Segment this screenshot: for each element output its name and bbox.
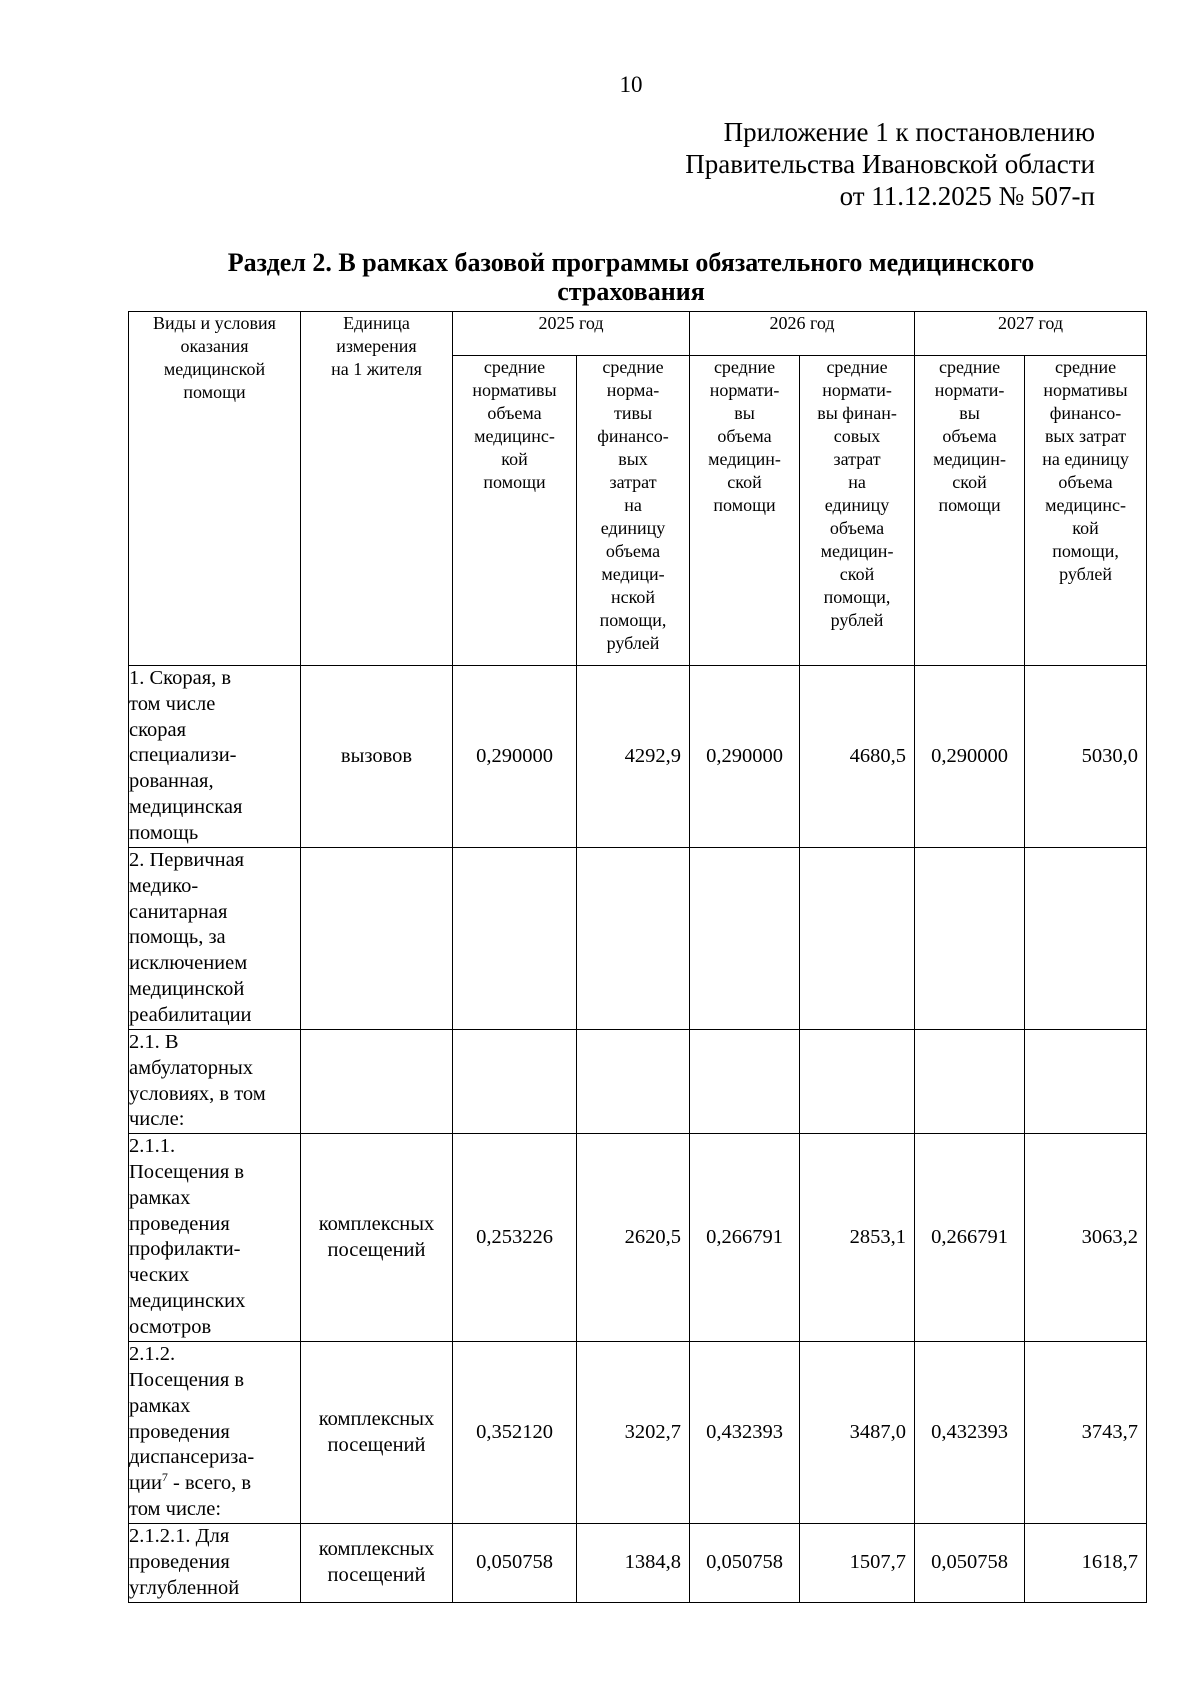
volume-2025: 0,352120 xyxy=(453,1342,577,1524)
header-line: медицинской xyxy=(163,359,266,379)
cell-text-line: Посещения в xyxy=(129,1160,245,1183)
cell-text-line: объема xyxy=(942,426,997,446)
table-row xyxy=(129,666,1147,848)
appendix-caption xyxy=(685,116,1095,212)
cell-text-line: вы xyxy=(734,403,755,423)
cost-2027: 5030,0 xyxy=(1025,666,1147,848)
cell-text-line: объема xyxy=(1058,472,1113,492)
cell-text-line: медицинс- xyxy=(1045,495,1126,515)
header-line: измерения xyxy=(336,336,417,356)
cost-2026: 4680,5 xyxy=(800,666,915,848)
cell-text-line: средние xyxy=(713,357,776,377)
volume-2027: 0,290000 xyxy=(915,666,1025,848)
row-unit xyxy=(301,1030,453,1134)
volume-2025: 0,253226 xyxy=(453,1134,577,1342)
cell-text-line xyxy=(129,1471,300,1497)
cell-text-line: вы xyxy=(959,403,980,423)
appendix-line: Приложение 1 к постановлению xyxy=(723,117,1095,147)
row-unit xyxy=(301,1524,453,1602)
cell-text-line: финансо- xyxy=(1049,403,1122,423)
cell-text-line: средние xyxy=(1054,357,1117,377)
cell-text-line: санитарная xyxy=(129,900,228,923)
subheader-cost-2026 xyxy=(800,356,915,666)
cost-2026: 2853,1 xyxy=(800,1134,915,1342)
volume-2027: 0,432393 xyxy=(915,1342,1025,1524)
cell-text-line: объема xyxy=(717,426,772,446)
cost-2026 xyxy=(800,1030,915,1134)
cell-text-line: рамках xyxy=(129,1186,191,1209)
cost-2026 xyxy=(800,848,915,1030)
row-label xyxy=(129,1524,301,1602)
cell-text-line: на единицу xyxy=(1042,449,1129,469)
cell-text-line: помощи xyxy=(713,495,776,515)
subheader-volume-2027 xyxy=(915,356,1025,666)
table-row xyxy=(129,848,1147,1030)
cost-2027: 1618,7 xyxy=(1025,1524,1147,1602)
cell-text-line: вы финан- xyxy=(817,403,897,423)
header-type xyxy=(129,312,301,666)
cost-2025: 1384,8 xyxy=(577,1524,690,1602)
cell-text-line: числе: xyxy=(129,1108,185,1131)
cell-text-line: 2.1.1. xyxy=(129,1135,176,1158)
cell-text-line: том числе: xyxy=(129,1497,222,1520)
row-label xyxy=(129,1030,301,1134)
subheader-volume-2025 xyxy=(453,356,577,666)
cell-text-line: посещений xyxy=(327,1563,426,1586)
cell-text-line: объема xyxy=(605,541,661,561)
table-row xyxy=(129,1030,1147,1134)
cell-text-line: рованная, xyxy=(129,770,214,793)
footnote-marker: 7 xyxy=(161,1470,168,1485)
volume-2026: 0,050758 xyxy=(690,1524,800,1602)
volume-2025: 0,050758 xyxy=(453,1524,577,1602)
cell-text-line: специализи- xyxy=(129,744,237,767)
subheader-cost-2025 xyxy=(577,356,690,666)
cost-2025 xyxy=(577,1030,690,1134)
cell-text-line: медицин- xyxy=(708,449,781,469)
cost-2026: 3487,0 xyxy=(800,1342,915,1524)
cell-text-line: посещений xyxy=(327,1238,426,1261)
cell-text-line: финансо- xyxy=(597,426,669,446)
cell-text-line: 1. Скорая, в xyxy=(129,667,232,689)
header-row-years xyxy=(129,312,1147,356)
cost-2026: 1507,7 xyxy=(800,1524,915,1602)
cell-text-line: нормати- xyxy=(822,380,892,400)
cell-text-line: проведения xyxy=(129,1420,230,1443)
cell-text-line: нормати- xyxy=(709,380,780,400)
cell-text-line: затрат xyxy=(833,449,881,469)
header-line: на 1 жителя xyxy=(331,359,422,379)
volume-2026: 0,290000 xyxy=(690,666,800,848)
row-label xyxy=(129,666,301,848)
appendix-line: Правительства Ивановской области xyxy=(685,149,1095,179)
cell-text-line: рублей xyxy=(830,610,884,630)
cell-text-line: единицу xyxy=(824,495,890,515)
cell-text-line: условиях, в том xyxy=(129,1082,266,1105)
cell-text-line: ской xyxy=(727,472,762,492)
volume-2027: 0,266791 xyxy=(915,1134,1025,1342)
section-title-line: Раздел 2. В рамках базовой программы обязательного медицинского xyxy=(227,248,1035,277)
cell-text-line: медицин- xyxy=(820,541,894,561)
cost-2027: 3063,2 xyxy=(1025,1134,1147,1342)
cell-text-line: 2.1.2.1. Для xyxy=(129,1525,230,1548)
row-unit xyxy=(301,666,453,848)
cell-text-line: реабилитации xyxy=(129,1003,252,1026)
page-number: 10 xyxy=(619,72,643,97)
volume-2025 xyxy=(453,848,577,1030)
cell-text-line: рублей xyxy=(1059,564,1112,584)
cell-text-line: профилакти- xyxy=(129,1238,241,1261)
cell-text-line: Посещения в xyxy=(129,1368,245,1391)
cell-text-line: ской xyxy=(952,472,987,492)
cell-text-line: рублей xyxy=(606,633,660,653)
row-label xyxy=(129,1134,301,1342)
header-line: помощи xyxy=(183,382,246,402)
cell-text-line: тивы xyxy=(613,403,653,423)
cell-text-line: помощи xyxy=(938,495,1001,515)
cell-text-line: 2. Первичная xyxy=(129,849,245,871)
section-title xyxy=(130,248,1132,306)
cell-text-line: 2.1. В xyxy=(129,1031,179,1053)
table-row xyxy=(129,1524,1147,1602)
cost-2027: 3743,7 xyxy=(1025,1342,1147,1524)
cell-text-line: на xyxy=(624,495,642,515)
subheader-volume-2026 xyxy=(690,356,800,666)
cell-text-line: единицу xyxy=(600,518,666,538)
volume-2026 xyxy=(690,1030,800,1134)
header-unit xyxy=(301,312,453,666)
table-row xyxy=(129,1134,1147,1342)
volume-2025 xyxy=(453,1030,577,1134)
row-unit xyxy=(301,1134,453,1342)
cell-text-line: посещений xyxy=(327,1433,426,1456)
cell-text-line: средние xyxy=(483,357,546,377)
cell-text-line: медицинская xyxy=(129,795,243,818)
norms-table xyxy=(128,311,1147,1603)
cell-text-line: кой xyxy=(1072,518,1099,538)
cell-text-line: проведения xyxy=(129,1550,230,1573)
cost-2025: 2620,5 xyxy=(577,1134,690,1342)
cell-text-line: затрат xyxy=(609,472,657,492)
row-unit xyxy=(301,1342,453,1524)
cell-text-line: ской xyxy=(839,564,875,584)
cell-text-line: помощь, за xyxy=(129,926,226,949)
table-row xyxy=(129,1342,1147,1524)
cell-text-line: помощь xyxy=(129,821,199,844)
cell-text-line: комплексных xyxy=(318,1538,435,1561)
cost-2027 xyxy=(1025,1030,1147,1134)
cell-text-line: совых xyxy=(833,426,881,446)
header-year-2027: 2027 год xyxy=(915,312,1147,356)
cell-text-line: объема xyxy=(829,518,885,538)
cell-text-line: средние xyxy=(602,357,664,377)
cell-text-line: кой xyxy=(501,449,528,469)
cell-text-line: рамках xyxy=(129,1394,191,1417)
cell-text-line: помощи, xyxy=(599,610,667,630)
cell-text-line: вых xyxy=(618,449,648,469)
cell-text-line: вызовов xyxy=(340,744,413,767)
cell-text-line: нормати- xyxy=(934,380,1005,400)
cell-text-line: медицинской xyxy=(129,977,245,1000)
header-year-2026: 2026 год xyxy=(690,312,915,356)
cell-text-line: медици- xyxy=(601,564,665,584)
cell-text-line: медицинских xyxy=(129,1289,246,1312)
row-label xyxy=(129,1342,301,1524)
header-line: оказания xyxy=(180,336,249,356)
cell-text-line: нской xyxy=(610,587,656,607)
cell-text-line: медицин- xyxy=(933,449,1006,469)
volume-2026 xyxy=(690,848,800,1030)
appendix-line: от 11.12.2025 № 507-п xyxy=(839,181,1095,211)
header-line: Единица xyxy=(343,313,410,333)
header-year-2025: 2025 год xyxy=(453,312,690,356)
cell-text-line: помощи, xyxy=(1052,541,1119,561)
cell-text-line: диспансериза- xyxy=(129,1446,255,1469)
cell-text-line: скорая xyxy=(129,718,187,741)
cell-text-line: амбулаторных xyxy=(129,1056,254,1079)
cell-text-line: углубленной xyxy=(129,1576,240,1599)
cell-text-line: медико- xyxy=(129,874,199,897)
cost-2025 xyxy=(577,848,690,1030)
volume-2025: 0,290000 xyxy=(453,666,577,848)
volume-2027 xyxy=(915,1030,1025,1134)
cell-text-line: нормативы xyxy=(1043,380,1128,400)
cell-text-line: объема xyxy=(487,403,542,423)
cell-text-line: помощи, xyxy=(823,587,891,607)
cost-2025: 4292,9 xyxy=(577,666,690,848)
row-unit xyxy=(301,848,453,1030)
section-title-line: страхования xyxy=(557,277,705,306)
cell-text-line: вых затрат xyxy=(1044,426,1127,446)
cell-text-line: осмотров xyxy=(129,1315,212,1338)
header-line: Виды и условия xyxy=(153,313,276,333)
subheader-cost-2027 xyxy=(1025,356,1147,666)
cost-2027 xyxy=(1025,848,1147,1030)
cell-text-line: норма- xyxy=(606,380,660,400)
volume-2027: 0,050758 xyxy=(915,1524,1025,1602)
volume-2026: 0,266791 xyxy=(690,1134,800,1342)
cost-2025: 3202,7 xyxy=(577,1342,690,1524)
cell-text-line: средние xyxy=(938,357,1001,377)
cell-text-line: ции xyxy=(129,1472,162,1495)
volume-2027 xyxy=(915,848,1025,1030)
cell-text-line: исключением xyxy=(129,952,248,975)
cell-text-line: комплексных xyxy=(318,1407,435,1430)
row-label xyxy=(129,848,301,1030)
cell-text-line: проведения xyxy=(129,1212,230,1235)
cell-text-line: комплексных xyxy=(318,1212,435,1235)
cell-text-line: - всего, в xyxy=(173,1472,252,1495)
cell-text-line: нормативы xyxy=(472,380,557,400)
cell-text-line: средние xyxy=(826,357,888,377)
cell-text-line: медицинс- xyxy=(474,426,555,446)
cell-text-line: на xyxy=(848,472,866,492)
cell-text-line: том числе xyxy=(129,692,216,715)
cell-text-line: 2.1.2. xyxy=(129,1343,176,1366)
volume-2026: 0,432393 xyxy=(690,1342,800,1524)
cell-text-line: ческих xyxy=(129,1264,190,1287)
cell-text-line: помощи xyxy=(483,472,546,492)
